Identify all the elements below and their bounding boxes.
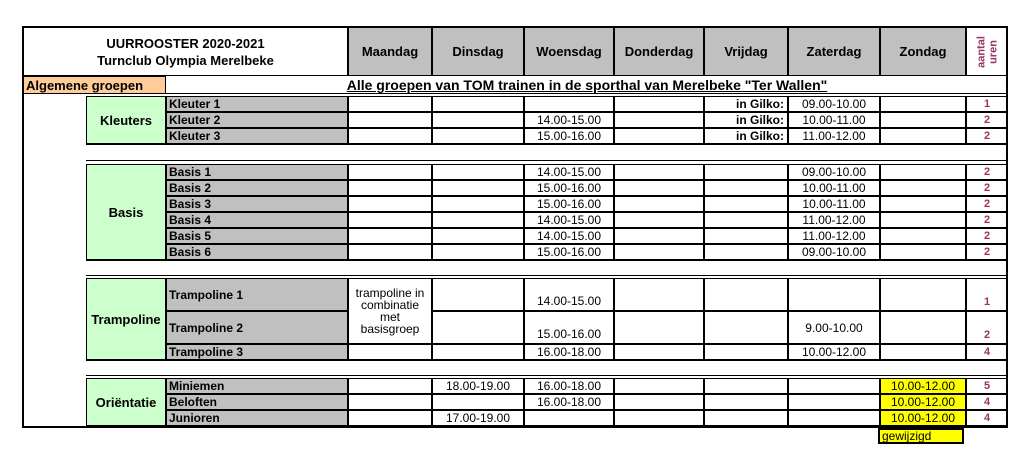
cell-empty (704, 278, 788, 311)
cell-empty (432, 278, 524, 311)
cell-location: in Gilko: (704, 112, 788, 128)
cell-time: 11.00-12.00 (788, 228, 880, 244)
cell-time: 09.00-10.00 (788, 244, 880, 260)
cell-empty (614, 378, 704, 394)
cell-time-highlight: 10.00-12.00 (880, 410, 966, 426)
cell-empty (880, 244, 966, 260)
cell-hours: 2 (966, 164, 1008, 180)
cell-hours: 5 (966, 378, 1008, 394)
cell-time: 10.00-11.00 (788, 180, 880, 196)
cell-time: 16.00-18.00 (524, 378, 614, 394)
general-groups-label: Algemene groepen (24, 76, 166, 94)
schedule-sheet (22, 26, 1008, 428)
row-name: Kleuter 3 (166, 128, 348, 144)
cell-empty (432, 128, 524, 144)
cell-hours: 2 (966, 112, 1008, 128)
cell-empty (614, 96, 704, 112)
cell-time: 11.00-12.00 (788, 128, 880, 144)
cell-hours: 2 (966, 128, 1008, 144)
group-kleuters: Kleuters (86, 96, 166, 144)
cell-empty (614, 344, 704, 360)
cell-empty (432, 196, 524, 212)
cell-empty (788, 410, 880, 426)
header-zondag: Zondag (880, 28, 966, 76)
header-woensdag: Woensdag (524, 28, 614, 76)
row-name: Trampoline 3 (166, 344, 348, 360)
banner-text: Alle groepen van TOM trainen in de sporthal van Merelbeke "Ter Wallen" (166, 76, 1008, 94)
cell-empty (432, 180, 524, 196)
cell-empty (704, 378, 788, 394)
cell-empty (432, 228, 524, 244)
header-dinsdag: Dinsdag (432, 28, 524, 76)
cell-hours: 2 (966, 196, 1008, 212)
cell-empty (704, 180, 788, 196)
row-name: Kleuter 2 (166, 112, 348, 128)
row-name: Basis 3 (166, 196, 348, 212)
cell-time: 14.00-15.00 (524, 112, 614, 128)
header-vrijdag: Vrijdag (704, 28, 788, 76)
cell-hours: 2 (966, 228, 1008, 244)
cell-hours: 2 (966, 180, 1008, 196)
row-name: Basis 4 (166, 212, 348, 228)
cell-empty (704, 410, 788, 426)
cell-empty (704, 164, 788, 180)
title-block (24, 28, 348, 76)
cell-empty (880, 112, 966, 128)
cell-empty (880, 228, 966, 244)
row-name: Trampoline 1 (166, 278, 348, 311)
cell-empty (348, 96, 432, 112)
spacer-row (86, 260, 1008, 276)
cell-time: 10.00-12.00 (788, 344, 880, 360)
spacer-row (86, 360, 1008, 376)
row-name: Junioren (166, 410, 348, 426)
cell-hours: 2 (966, 244, 1008, 260)
cell-time: 14.00-15.00 (524, 278, 614, 311)
cell-empty (614, 212, 704, 228)
cell-empty (348, 410, 432, 426)
cell-time: 15.00-16.00 (524, 180, 614, 196)
cell-empty (614, 180, 704, 196)
cell-empty (614, 128, 704, 144)
cell-time (524, 96, 614, 112)
header-maandag: Maandag (348, 28, 432, 76)
cell-empty (704, 344, 788, 360)
cell-empty (348, 228, 432, 244)
cell-time: 10.00-11.00 (788, 196, 880, 212)
row-name: Basis 1 (166, 164, 348, 180)
cell-time (788, 278, 880, 311)
row-name: Kleuter 1 (166, 96, 348, 112)
cell-empty (348, 378, 432, 394)
cell-empty (614, 278, 704, 311)
cell-empty (614, 311, 704, 344)
cell-hours: 2 (966, 212, 1008, 228)
cell-empty (880, 278, 966, 311)
maandag-note: trampoline in combinatie met basisgroep (348, 278, 432, 344)
cell-hours: 2 (966, 311, 1008, 344)
cell-empty (348, 112, 432, 128)
cell-empty (348, 244, 432, 260)
cell-time: 09.00-10.00 (788, 96, 880, 112)
cell-empty (348, 196, 432, 212)
cell-empty (614, 410, 704, 426)
cell-empty (432, 394, 524, 410)
title-line-1: UURROOSTER 2020-2021 (106, 35, 265, 51)
group-orientatie: Oriëntatie (86, 378, 166, 426)
cell-hours: 1 (966, 278, 1008, 311)
header-hours (966, 28, 1008, 76)
cell-time: 15.00-16.00 (524, 128, 614, 144)
cell-empty (880, 311, 966, 344)
cell-time: 15.00-16.00 (524, 196, 614, 212)
spacer-row (86, 144, 1008, 161)
row-name: Basis 5 (166, 228, 348, 244)
cell-empty (432, 311, 524, 344)
cell-time: 14.00-15.00 (524, 212, 614, 228)
header-zaterdag: Zaterdag (788, 28, 880, 76)
cell-time: 10.00-11.00 (788, 112, 880, 128)
cell-empty (880, 344, 966, 360)
row-name: Basis 6 (166, 244, 348, 260)
cell-time: 15.00-16.00 (524, 244, 614, 260)
cell-empty (704, 212, 788, 228)
cell-empty (880, 164, 966, 180)
cell-time: 09.00-10.00 (788, 164, 880, 180)
cell-empty (704, 244, 788, 260)
row-name: Beloften (166, 394, 348, 410)
cell-empty (614, 164, 704, 180)
cell-empty (348, 394, 432, 410)
cell-empty (432, 212, 524, 228)
cell-empty (348, 344, 432, 360)
cell-empty (704, 311, 788, 344)
cell-time: 16.00-18.00 (524, 344, 614, 360)
row-name: Miniemen (166, 378, 348, 394)
changed-note: gewijzigd (878, 428, 964, 444)
cell-location: in Gilko: (704, 96, 788, 112)
cell-empty (432, 96, 524, 112)
cell-time: 17.00-19.00 (432, 410, 524, 426)
cell-hours: 4 (966, 410, 1008, 426)
title-line-2: Turnclub Olympia Merelbeke (97, 52, 274, 68)
cell-empty (432, 244, 524, 260)
cell-empty (880, 196, 966, 212)
cell-time: 14.00-15.00 (524, 164, 614, 180)
cell-empty (704, 196, 788, 212)
cell-time: 14.00-15.00 (524, 228, 614, 244)
cell-time: 15.00-16.00 (524, 311, 614, 344)
cell-empty (348, 180, 432, 196)
cell-location: in Gilko: (704, 128, 788, 144)
cell-empty (880, 96, 966, 112)
group-trampoline: Trampoline (86, 278, 166, 360)
hours-header-label: aantal uren (975, 35, 1000, 68)
cell-empty (524, 410, 614, 426)
cell-empty (614, 244, 704, 260)
cell-empty (432, 344, 524, 360)
row-name: Trampoline 2 (166, 311, 348, 344)
cell-time: 9.00-10.00 (788, 311, 880, 344)
cell-empty (788, 378, 880, 394)
cell-empty (432, 112, 524, 128)
cell-empty (348, 212, 432, 228)
cell-time: 11.00-12.00 (788, 212, 880, 228)
cell-empty (614, 228, 704, 244)
cell-empty (614, 112, 704, 128)
cell-empty (704, 394, 788, 410)
cell-empty (348, 164, 432, 180)
group-basis: Basis (86, 164, 166, 260)
cell-hours: 1 (966, 96, 1008, 112)
cell-empty (614, 394, 704, 410)
cell-empty (704, 228, 788, 244)
header-donderdag: Donderdag (614, 28, 704, 76)
cell-empty (432, 164, 524, 180)
cell-empty (348, 128, 432, 144)
cell-empty (880, 180, 966, 196)
cell-empty (614, 196, 704, 212)
cell-time: 18.00-19.00 (432, 378, 524, 394)
row-name: Basis 2 (166, 180, 348, 196)
cell-hours: 4 (966, 394, 1008, 410)
cell-time: 16.00-18.00 (524, 394, 614, 410)
cell-empty (788, 394, 880, 410)
cell-time-highlight: 10.00-12.00 (880, 378, 966, 394)
cell-empty (880, 128, 966, 144)
cell-empty (880, 212, 966, 228)
cell-hours: 4 (966, 344, 1008, 360)
cell-time-highlight: 10.00-12.00 (880, 394, 966, 410)
